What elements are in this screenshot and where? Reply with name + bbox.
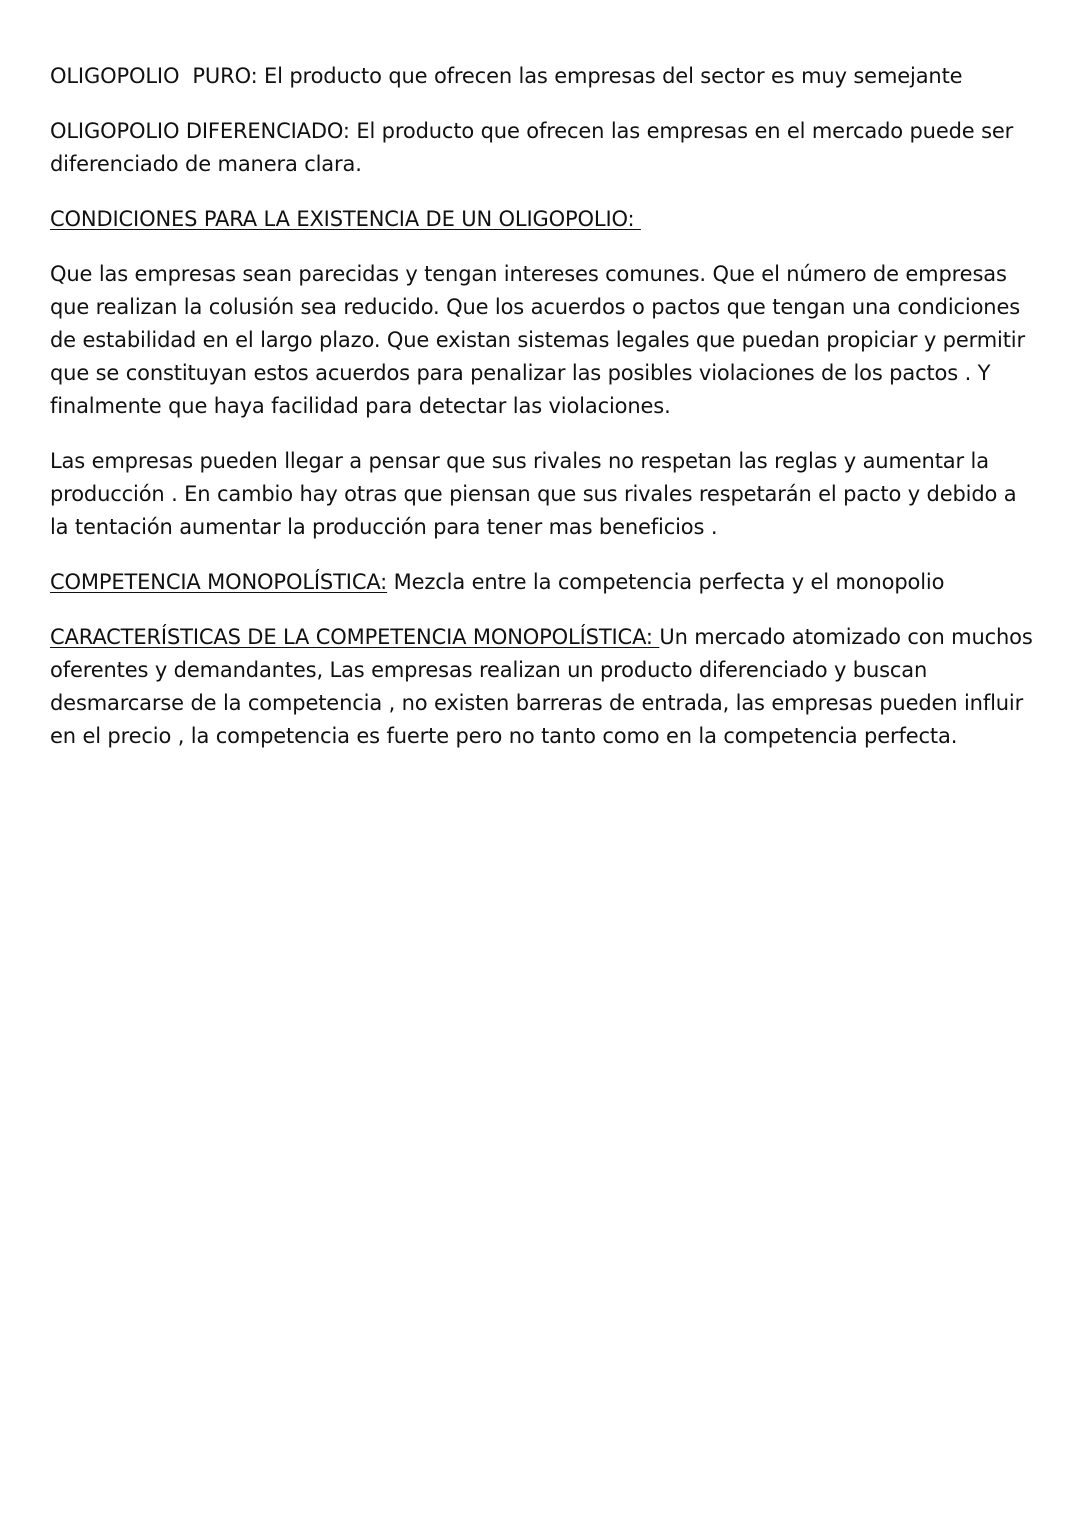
term-oligopolio-diferenciado: OLIGOPOLIO DIFERENCIADO: xyxy=(50,119,350,143)
term-oligopolio-puro: OLIGOPOLIO PURO: xyxy=(50,64,258,88)
definition-oligopolio-puro: El producto que ofrecen las empresas del sector es muy semejante xyxy=(257,64,963,88)
heading-condiciones: CONDICIONES PARA LA EXISTENCIA DE UN OLIGOPOLIO: xyxy=(50,207,641,231)
document-page xyxy=(50,60,1040,775)
paragraph-condiciones-body: Que las empresas sean parecidas y tengan intereses comunes. Que el número de empresas que realizan la colusión sea reducido. Que los acuerdos o pactos que tengan una condiciones de estabilidad en el largo plazo. Que existan sistemas legales que puedan propiciar y permitir que se constituyan estos acuerdos para penalizar las posibles violaciones de los pactos . Y finalmente que haya facilidad para detectar las violaciones. xyxy=(50,262,1025,418)
definition-caracteristicas: Un mercado atomizado con muchos oferentes y demandantes, Las empresas realizan un producto diferenciado y buscan desmarcarse de la competencia , no existen barreras de entrada, las empresas pueden influir en el precio , la competencia es fuerte pero no tanto como en la competencia perfecta. xyxy=(50,625,1033,748)
definition-oligopolio-diferenciado: El producto que ofrecen las empresas en el mercado puede ser diferenciado de manera clara. xyxy=(50,119,1014,176)
paragraph-empresas-rivales: Las empresas pueden llegar a pensar que sus rivales no respetan las reglas y aumentar la producción . En cambio hay otras que piensan que sus rivales respetarán el pacto y debido a la tentación aumentar la producción para tener mas beneficios . xyxy=(50,449,1017,539)
paragraph-condiciones-heading xyxy=(50,203,1040,236)
definition-competencia-monopolistica: Mezcla entre la competencia perfecta y el monopolio xyxy=(387,570,945,594)
paragraph-oligopolio-puro xyxy=(50,60,1040,93)
paragraph-caracteristicas xyxy=(50,621,1040,753)
paragraph-competencia-monopolistica xyxy=(50,566,1040,599)
term-competencia-monopolistica: COMPETENCIA MONOPOLÍSTICA: xyxy=(50,570,388,594)
paragraph-oligopolio-diferenciado xyxy=(50,115,1040,181)
term-caracteristicas: CARACTERÍSTICAS DE LA COMPETENCIA MONOPOLÍSTICA: xyxy=(50,625,660,649)
